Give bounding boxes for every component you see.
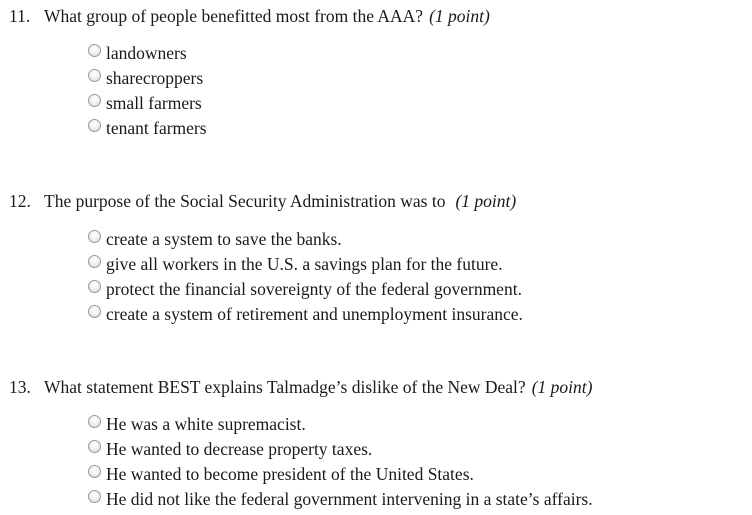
question-text: What statement BEST explains Talmadge’s dislike of the New Deal?	[44, 377, 526, 397]
answer-label[interactable]: create a system to save the banks.	[106, 229, 342, 249]
question-points: (1 point)	[429, 6, 490, 26]
question-text: What group of people benefitted most from the AAA?	[44, 6, 424, 26]
answer-label[interactable]: sharecroppers	[106, 68, 204, 88]
radio-button-icon[interactable]	[88, 69, 101, 82]
radio-button-icon[interactable]	[88, 280, 101, 293]
question-number: 13.	[9, 377, 31, 397]
radio-button-icon[interactable]	[88, 230, 101, 243]
answer-label[interactable]: He did not like the federal government intervening in a state’s affairs.	[106, 489, 593, 509]
answer-label[interactable]: He wanted to become president of the United States.	[106, 464, 474, 484]
radio-button-icon[interactable]	[88, 119, 101, 132]
radio-button-icon[interactable]	[88, 44, 101, 57]
answer-label[interactable]: tenant farmers	[106, 118, 207, 138]
radio-button-icon[interactable]	[88, 305, 101, 318]
question-prompt	[9, 191, 516, 211]
answer-label[interactable]: landowners	[106, 43, 187, 63]
answer-label[interactable]: give all workers in the U.S. a savings plan for the future.	[106, 254, 503, 274]
radio-button-icon[interactable]	[88, 465, 101, 478]
radio-button-icon[interactable]	[88, 94, 101, 107]
answer-label[interactable]: He was a white supremacist.	[106, 414, 306, 434]
question-prompt	[9, 377, 592, 397]
radio-button-icon[interactable]	[88, 490, 101, 503]
question-prompt	[9, 6, 490, 26]
question-text: The purpose of the Social Security Administration was to	[44, 191, 446, 211]
answer-label[interactable]: create a system of retirement and unemployment insurance.	[106, 304, 523, 324]
radio-button-icon[interactable]	[88, 255, 101, 268]
question-number: 11.	[9, 6, 31, 26]
answer-label[interactable]: He wanted to decrease property taxes.	[106, 439, 373, 459]
answer-label[interactable]: small farmers	[106, 93, 202, 113]
question-number: 12.	[9, 191, 31, 211]
radio-button-icon[interactable]	[88, 415, 101, 428]
answer-label[interactable]: protect the financial sovereignty of the federal government.	[106, 279, 522, 299]
question-points: (1 point)	[531, 377, 593, 397]
question-points: (1 point)	[455, 191, 517, 211]
radio-button-icon[interactable]	[88, 440, 101, 453]
